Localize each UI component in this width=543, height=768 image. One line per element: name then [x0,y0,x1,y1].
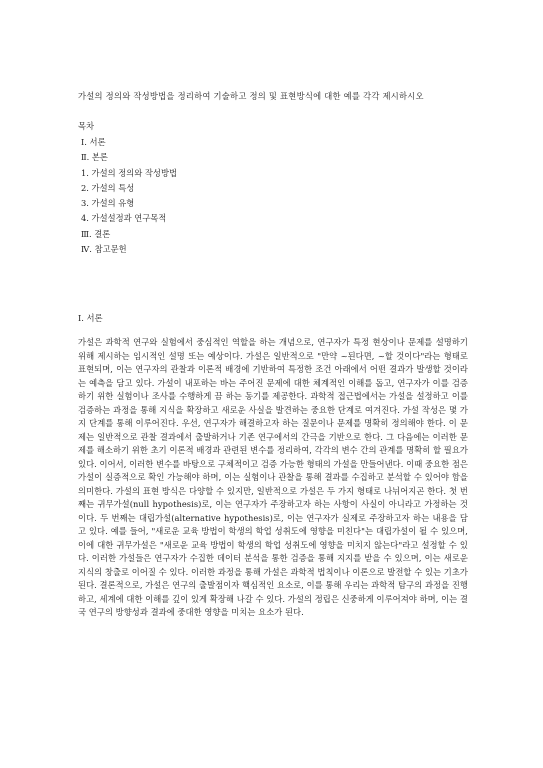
section-heading: Ⅰ. 서론 [78,313,103,323]
body-paragraph: 가설은 과학적 연구와 실험에서 중심적인 역할을 하는 개념으로, 연구자가 특정 현상이나 문제를 설명하기 위해 제시하는 임시적인 설명 또는 예상이다. 가설은 일반적으로 "만약 ~된다면, ~할 것이다"라는 형태로 표현되며, 이는 연구자의 관찰과 이론적 배경에 기반하여 특정한 조건 아래에서 어떤 결과가 발생할 것이라는 예측을 담고 있다. 가설이 내포하는 바는 주어진 문제에 대한 체계적인 이해를 돕고, 연구자가 이를 검증하기 위한 실험이나 조사를 수행하게 끔 하는 동기를 제공한다. 과학적 접근법에서는 가설을 설정하고 이를 검증하는 과정을 통해 지식을 확장하고 새로운 사실을 발견하는 중요한 단계로 여겨진다. 가설 작성은 몇 가지 단계를 통해 이루어진다. 우선, 연구자가 해결하고자 하는 질문이나 문제를 명확히 정의해야 한다. 이 문제는 일반적으로 관찰 결과에서 출발하거나 기존 연구에서의 간극을 기반으로 한다. 그 다음에는 이러한 문제를 해소하기 위한 초기 이론적 배경과 관련된 변수를 정리하여, 각각의 변수 간의 관계를 명확히 할 필요가 있다. 이어서, 이러한 변수를 바탕으로 구체적이고 검증 가능한 형태의 가설을 만들어낸다. 이때 중요한 점은 가설이 실증적으로 확인 가능해야 하며, 이는 실험이나 관찰을 통해 결과를 수집하고 분석할 수 있어야 함을 의미한다. 가설의 표현 방식은 다양할 수 있지만, 일반적으로 가설은 두 가지 형태로 나뉘어지곤 한다. 첫 번째는 귀무가설(null hypothesis)로, 이는 연구자가 주장하고자 하는 사항이 사실이 아니라고 가정하는 것이다. 두 번째는 대립가설(alternative hypothesis)로, 이는 연구자가 실제로 주장하고자 하는 내용을 담고 있다. 예를 들어, "새로운 교육 방법이 학생의 학업 성취도에 영향을 미친다"는 대립가설이 될 수 있으며, 이에 대한 귀무가설은 "새로운 교육 방법이 학생의 학업 성취도에 영향을 미치지 않는다"라고 설정할 수 있다. 이러한 가설들은 연구자가 수집한 데이터 분석을 통한 검증을 통해 지지를 받을 수 있으며, 이는 새로운 지식의 창출로 이어질 수 있다. 이러한 과정을 통해 가설은 과학적 법칙이나 이론으로 발전할 수 있는 기초가 된다. 결론적으로, 가설은 연구의 출발점이자 핵심적인 요소로, 이를 통해 우리는 과학적 탐구의 과정을 진행하고, 세계에 대한 이해를 깊이 있게 확장해 나갈 수 있다. 가설의 정립은 신중하게 이루어져야 하며, 이는 결국 연구의 방향성과 결과에 중대한 영향을 미치는 요소가 된다. [78,337,468,617]
toc-item: 2. 가설의 특성 [81,182,135,193]
toc-item: 4. 가설설정과 연구목적 [81,213,167,224]
document-title: 가설의 정의와 작성방법을 정리하여 기술하고 정의 및 표현방식에 대한 예를 각각 제시하시오 [78,91,424,101]
table-of-contents [81,135,177,257]
toc-item: Ⅲ. 결론 [81,228,111,239]
toc-item: 3. 가설의 유형 [81,198,135,209]
toc-item: Ⅳ. 참고문헌 [81,244,127,255]
toc-heading: 목차 [78,121,95,131]
toc-item: 1. 가설의 정의와 작성방법 [81,167,177,178]
toc-item: Ⅱ. 본론 [81,152,108,163]
toc-item: Ⅰ. 서론 [81,137,106,147]
